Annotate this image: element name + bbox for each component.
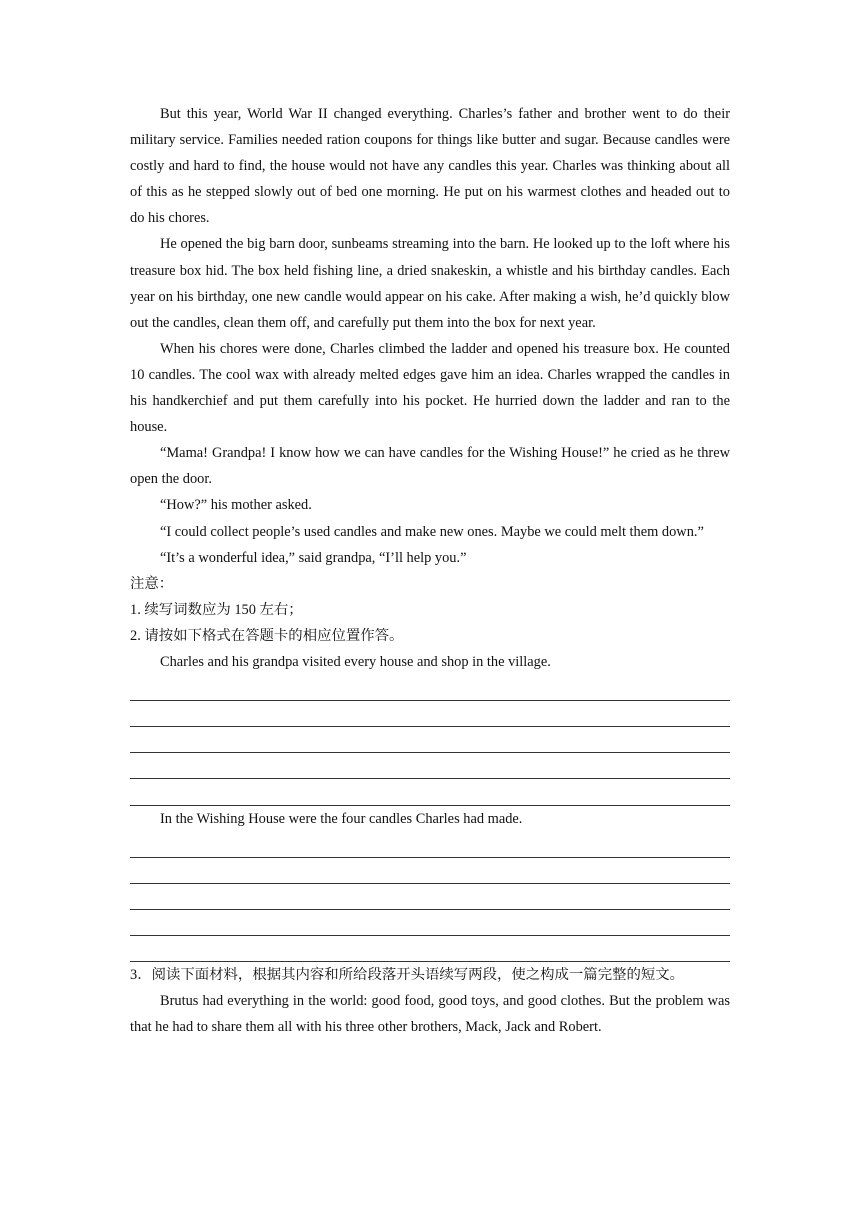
writing-line [130, 779, 730, 805]
story-paragraph-3: When his chores were done, Charles climbed the ladder and opened his treasure box. He counted 10 candles. The cool wax with already melted edges gave him an idea. Charles wrapped the candles in his handkerchief and put them carefully into his pocket. He hurried down the ladder and ran to the house. [130, 340, 730, 436]
writing-line [130, 910, 730, 936]
story-paragraph-2: He opened the big barn door, sunbeams streaming into the barn. He looked up to the loft where his treasure box hid. The box held fishing line, a dried snakeskin, a whistle and his birthday candles. Each year on his birthday, one new candle would appear on his cake. After making a wish, he’d quickly blow out the candles, clean them off, and carefully put them into the box for next year. [130, 236, 730, 331]
answer-opening-2: In the Wishing House were the four candles Charles had made. [160, 810, 523, 827]
answer-opening-1: Charles and his grandpa visited every house and shop in the village. [160, 653, 551, 670]
answer-lines-2 [130, 832, 730, 962]
document-content [130, 101, 730, 1040]
story-paragraph-1: But this year, World War II changed everything. Charles’s father and brother went to do their military service. Families needed ration coupons for things like butter and sugar. Because candles were costly and hard to find, the house would not have any candles this year. Charles was thinking about all of this as he stepped slowly out of bed one morning. He put on his warmest clothes and headed out to do his chores. [130, 106, 730, 227]
writing-line [130, 701, 730, 727]
writing-line [130, 858, 730, 884]
story-paragraph-6: “I could collect people’s used candles and make new ones. Maybe we could melt them down.” [160, 523, 704, 540]
story-paragraph-5: “How?” his mother asked. [160, 497, 312, 514]
writing-line [130, 675, 730, 701]
story-paragraph-7: “It’s a wonderful idea,” said grandpa, “I’ll help you.” [160, 549, 467, 566]
notes-item-1: 1. 续写词数应为 150 左右； [130, 601, 303, 618]
writing-line [130, 753, 730, 779]
writing-line [130, 832, 730, 858]
task3-instruction: 3．阅读下面材料，根据其内容和所给段落开头语续写两段，使之构成一篇完整的短文。 [130, 967, 685, 984]
writing-line [130, 884, 730, 910]
story-paragraph-4: “Mama! Grandpa! I know how we can have candles for the Wishing House!” he cried as he threw open the door. [130, 445, 730, 488]
notes-heading: 注意： [130, 575, 174, 592]
writing-line [130, 936, 730, 962]
answer-lines-1 [130, 675, 730, 805]
notes-item-2: 2. 请按如下格式在答题卡的相应位置作答。 [130, 627, 404, 644]
task3-paragraph: Brutus had everything in the world: good food, good toys, and good clothes. But the problem was that he had to share them all with his three other brothers, Mack, Jack and Robert. [130, 993, 730, 1036]
writing-line [130, 727, 730, 753]
